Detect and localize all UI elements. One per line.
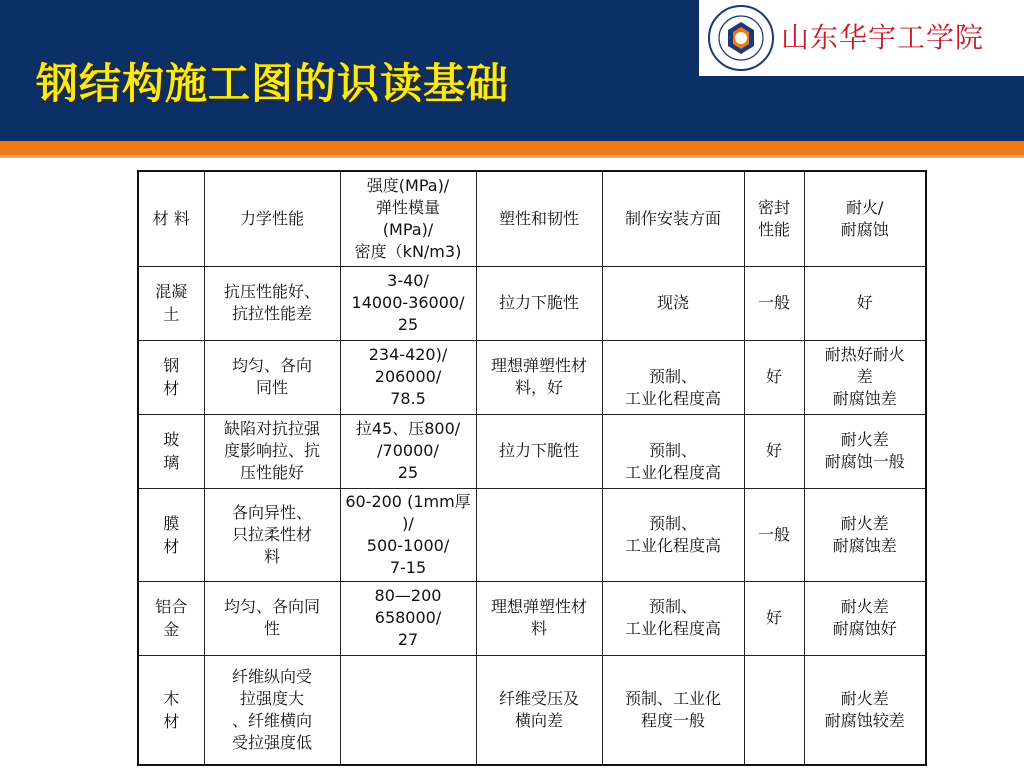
table-cell: 拉力下脆性	[476, 414, 602, 488]
materials-table-container	[137, 170, 927, 768]
table-cell: 耐火差 耐腐蚀好	[804, 581, 926, 655]
table-cell	[476, 488, 602, 581]
table-cell: 80—200 658000/ 27	[340, 581, 476, 655]
header-cell: 制作安装方面	[602, 171, 744, 266]
school-seal-icon	[707, 4, 775, 72]
materials-comparison-table	[137, 170, 927, 766]
accent-bar-highlight	[0, 155, 1024, 158]
table-cell: 一般	[744, 488, 804, 581]
header-cell: 材 料	[138, 171, 204, 266]
table-cell: 缺陷对抗拉强 度影响拉、抗 压性能好	[204, 414, 340, 488]
table-cell: 预制、 工业化程度高	[602, 581, 744, 655]
table-cell: 纤维纵向受 拉强度大 、纤维横向 受拉强度低	[204, 655, 340, 765]
table-cell: 预制、 工业化程度高	[602, 414, 744, 488]
table-cell: 拉力下脆性	[476, 266, 602, 340]
table-row	[138, 655, 926, 765]
table-cell: 耐热好耐火 差 耐腐蚀差	[804, 340, 926, 414]
table-cell: 理想弹塑性材 料	[476, 581, 602, 655]
header-cell: 强度(MPa)/ 弹性模量 (MPa)/ 密度（kN/m3)	[340, 171, 476, 266]
table-cell: 木 材	[138, 655, 204, 765]
table-cell: 理想弹塑性材 料，好	[476, 340, 602, 414]
page-title: 钢结构施工图的识读基础	[36, 59, 510, 108]
table-cell: 铝合 金	[138, 581, 204, 655]
table-cell: 耐火差 耐腐蚀一般	[804, 414, 926, 488]
table-row	[138, 414, 926, 488]
table-cell	[340, 655, 476, 765]
accent-bar	[0, 141, 1024, 158]
table-cell: 钢 材	[138, 340, 204, 414]
table-cell: 好	[744, 340, 804, 414]
table-cell: 3-40/ 14000-36000/ 25	[340, 266, 476, 340]
header-cell: 密封 性能	[744, 171, 804, 266]
school-name: 山东华宇工学院	[781, 21, 985, 54]
table-cell: 好	[744, 581, 804, 655]
table-cell: 预制、工业化 程度一般	[602, 655, 744, 765]
table-cell: 好	[744, 414, 804, 488]
header-cell: 力学性能	[204, 171, 340, 266]
table-row	[138, 581, 926, 655]
table-cell	[744, 655, 804, 765]
table-cell: 混凝 土	[138, 266, 204, 340]
table-cell: 拉45、压800/ /70000/ 25	[340, 414, 476, 488]
table-cell: 膜 材	[138, 488, 204, 581]
table-row	[138, 488, 926, 581]
table-cell: 均匀、各向 同性	[204, 340, 340, 414]
header-cell: 塑性和韧性	[476, 171, 602, 266]
table-cell: 60-200 (1mm厚 )/ 500-1000/ 7-15	[340, 488, 476, 581]
table-cell: 纤维受压及 横向差	[476, 655, 602, 765]
table-cell: 一般	[744, 266, 804, 340]
table-cell: 抗压性能好、 抗拉性能差	[204, 266, 340, 340]
table-cell: 耐火差 耐腐蚀差	[804, 488, 926, 581]
table-row	[138, 340, 926, 414]
table-cell: 现浇	[602, 266, 744, 340]
table-cell: 预制、 工业化程度高	[602, 488, 744, 581]
table-row	[138, 266, 926, 340]
table-cell: 预制、 工业化程度高	[602, 340, 744, 414]
table-cell: 好	[804, 266, 926, 340]
table-cell: 234-420)/ 206000/ 78.5	[340, 340, 476, 414]
table-cell: 耐火差 耐腐蚀较差	[804, 655, 926, 765]
table-cell: 各向异性、 只拉柔性材 料	[204, 488, 340, 581]
header-cell: 耐火/ 耐腐蚀	[804, 171, 926, 266]
table-cell: 均匀、各向同 性	[204, 581, 340, 655]
table-header-row	[138, 171, 926, 266]
table-cell: 玻 璃	[138, 414, 204, 488]
logo-panel	[699, 0, 1024, 76]
